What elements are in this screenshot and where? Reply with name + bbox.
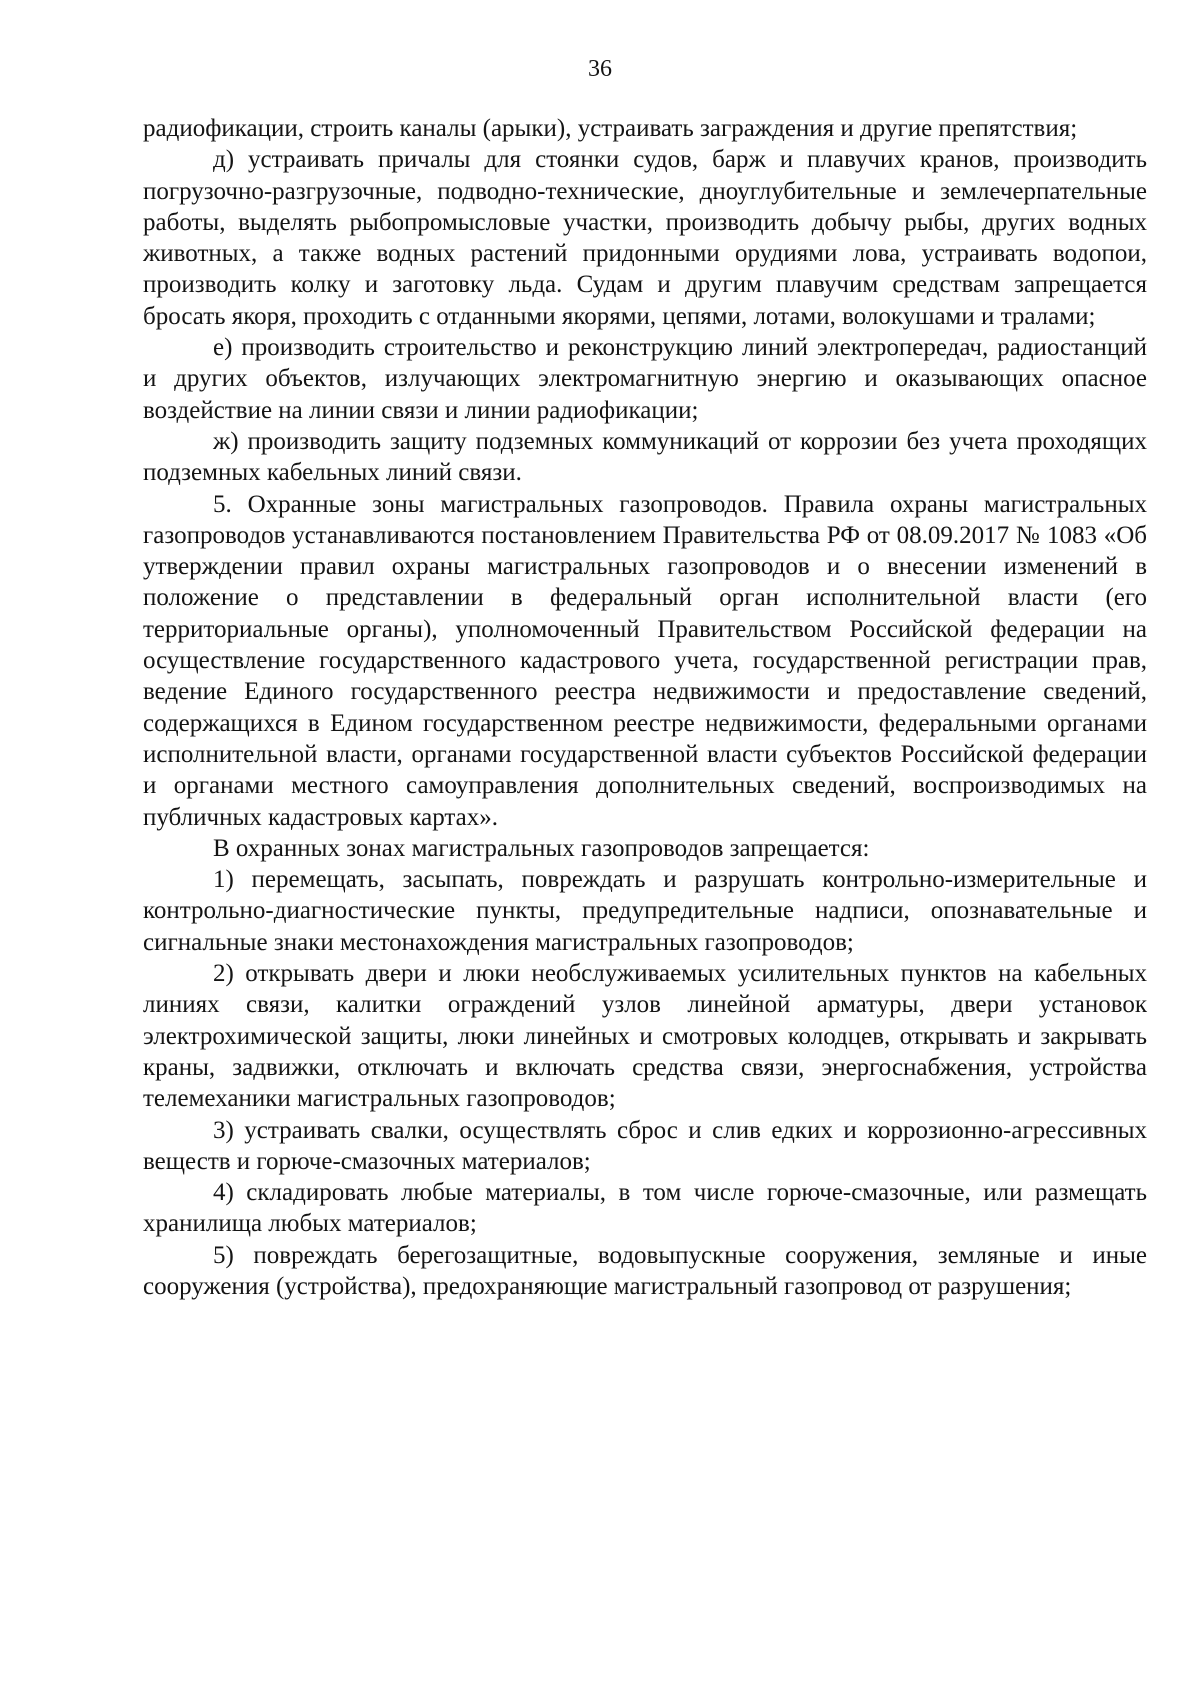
paragraph-item-zh: ж) производить защиту подземных коммуникаций от коррозии без учета проходящих подземных кабельных линий связи. — [143, 427, 1147, 487]
paragraph-item-3: 3) устраивать свалки, осуществлять сброс и слив едких и коррозионно-агрессивных веществ и горюче-смазочных материалов; — [143, 1116, 1147, 1175]
paragraph-item-1: 1) перемещать, засыпать, повреждать и разрушать контрольно-измерительные и контрольно-диагностические пункты, предупредительные надписи, опознавательные и сигнальные знаки местонахождения магистральных газопроводов; — [143, 866, 1147, 956]
paragraph-item-d: д) устраивать причалы для стоянки судов, барж и плавучих кранов, производить погрузочно-разгрузочные, подводно-технические, дноуглубительные и землечерпательные работы, выделять рыбопромысловые участки, производить добычу рыбы, других водных животных, а также водных растений придонными орудиями лова, устраивать водопои, производить колку и заготовку льда. Судам и другим плавучим средствам запрещается бросать якоря, проходить с отданными якорями, цепями, лотами, волокушами и тралами; — [143, 146, 1147, 330]
paragraph-prohibitions-intro: В охранных зонах магистральных газопроводов запрещается: — [213, 834, 870, 862]
paragraph-item-2: 2) открывать двери и люки необслуживаемых усилительных пунктов на кабельных линиях связи, калитки ограждений узлов линейной арматуры, двери установок электрохимической защиты, люки линейных и смотровых колодцев, открывать и закрывать краны, задвижки, отключать и включать средства связи, энергоснабжения, устройства телемеханики магистральных газопроводов; — [143, 960, 1147, 1113]
page-number: 36 — [588, 56, 612, 82]
paragraph-item-5: 5) повреждать берегозащитные, водовыпускные сооружения, земляные и иные сооружения (устройства), предохраняющие магистральный газопровод от разрушения; — [143, 1241, 1147, 1300]
document-body — [143, 113, 1147, 1302]
paragraph-item-e: е) производить строительство и реконструкцию линий электропередач, радиостанций и других объектов, излучающих электромагнитную энергию и оказывающих опасное воздействие на линии связи и линии радиофикации; — [143, 334, 1147, 424]
paragraph-item-4: 4) складировать любые материалы, в том числе горюче-смазочные, или размещать хранилища любых материалов; — [143, 1179, 1147, 1238]
paragraph-continuation: радиофикации, строить каналы (арыки), устраивать заграждения и другие препятствия; — [143, 115, 1078, 142]
paragraph-section-5: 5. Охранные зоны магистральных газопроводов. Правила охраны магистральных газопроводов устанавливаются постановлением Правительства РФ от 08.09.2017 № 1083 «Об утверждении правил охраны магистральных газопроводов и о внесении изменений в положение о представлении в федеральный орган исполнительной власти (его территориальные органы), уполномоченный Правительством Российской федерации на осуществление государственного кадастрового учета, государственной регистрации прав, ведение Единого государственного реестра недвижимости и предоставление сведений, содержащихся в Едином государственном реестре недвижимости, федеральными органами исполнительной власти, органами государственной власти субъектов Российской федерации и органами местного самоуправления дополнительных сведений, воспроизводимых на публичных кадастровых картах». — [143, 490, 1147, 831]
